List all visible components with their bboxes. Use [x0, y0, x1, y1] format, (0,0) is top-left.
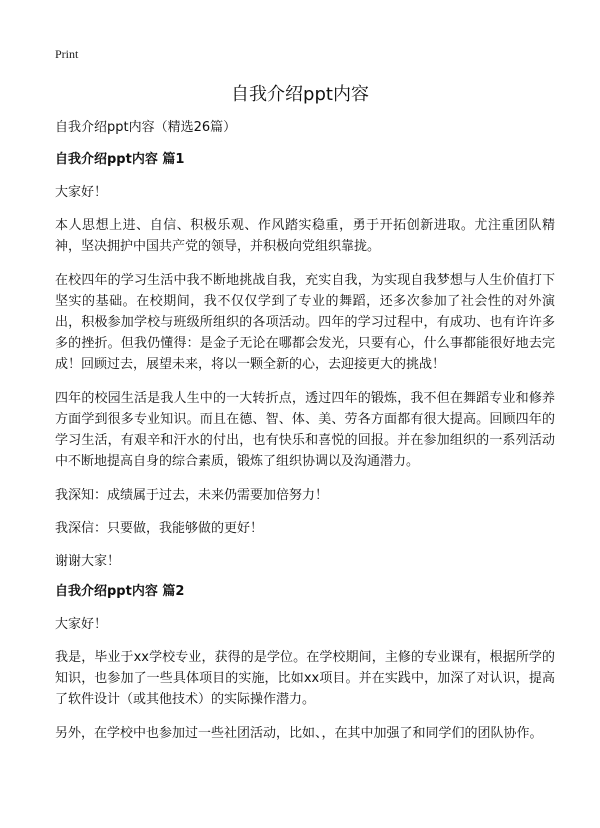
paragraph: 另外，在学校中也参加过一些社团活动，比如、，在其中加强了和同学们的团队协作。 — [55, 726, 543, 741]
section-heading-1: 自我介绍ppt内容 篇1 — [55, 152, 185, 167]
paragraph: 谢谢大家！ — [55, 554, 121, 569]
paragraph: 我深知：成绩属于过去，未来仍需要加倍努力！ — [55, 488, 329, 503]
paragraph: 我是，毕业于xx学校专业，获得的是学位。在学校期间，主修的专业课有，根据所学的知识，也参加了一些具体项目的实施，比如xx项目。并在实践中，加深了对认识，提高了软件设计（或其他技术）的实际操作潜力。 — [55, 650, 555, 707]
paragraph: 本人思想上进、自信、积极乐观、作风踏实稳重，勇于开拓创新进取。尤注重团队精神，坚决拥护中国共产党的领导，并积极向党组织靠拢。 — [55, 218, 555, 254]
paragraph: 大家好！ — [55, 617, 108, 632]
paragraph: 我深信：只要做，我能够做的更好！ — [55, 521, 264, 536]
paragraph: 四年的校园生活是我人生中的一大转折点，透过四年的锻炼，我不但在舞蹈专业和修养方面学到很多专业知识。而且在德、智、体、美、劳各方面都有很大提高。回顾四年的学习生活，有艰辛和汗水的付出，也有快乐和喜悦的回报。并在参加组织的一系列活动中不断地提高自身的综合素质，锻炼了组织协调以及沟通潜力。 — [55, 391, 555, 469]
paragraph: 在校四年的学习生活中我不断地挑战自我，充实自我，为实现自我梦想与人生价值打下坚实的基础。在校期间，我不仅仅学到了专业的舞蹈，还多次参加了社会性的对外演出，积极参加学校与班级所组织的各项活动。四年的学习过程中，有成功、也有许许多多的挫折。但我仍懂得：是金子无论在哪都会发光，只要有心，什么事都能很好地去完成！回顾过去，展望未来，将以一颗全新的心，去迎接更大的挑战！ — [55, 273, 555, 372]
section-heading-2: 自我介绍ppt内容 篇2 — [55, 584, 185, 599]
page-title: 自我介绍ppt内容 — [231, 84, 369, 105]
paragraph: 大家好！ — [55, 185, 108, 200]
document-body — [55, 120, 555, 757]
document-subtitle: 自我介绍ppt内容（精选26篇） — [55, 120, 237, 135]
print-link[interactable]: Print — [55, 47, 79, 61]
